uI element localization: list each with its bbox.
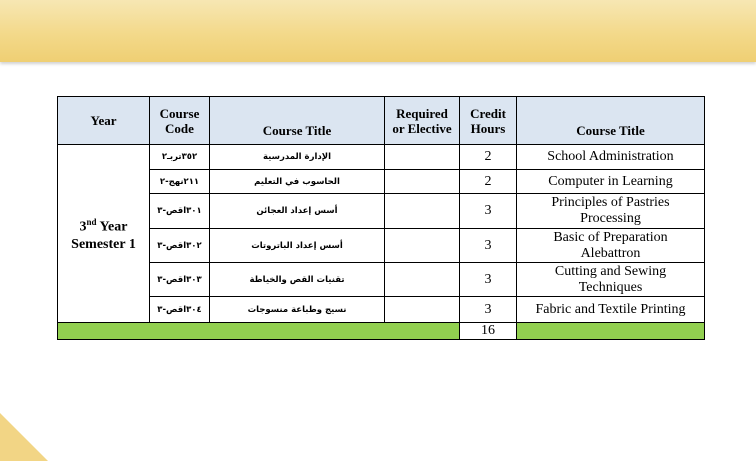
header-required-line1: Required bbox=[396, 105, 448, 121]
table-row bbox=[58, 263, 705, 297]
credit-hours: 3 bbox=[460, 229, 517, 263]
required-elective-cell bbox=[385, 170, 460, 194]
semester-label: Semester 1 bbox=[71, 237, 136, 253]
course-title-ar: أسس إعداد العجائن bbox=[210, 194, 385, 229]
table-row bbox=[58, 170, 705, 194]
course-title-en bbox=[517, 170, 705, 194]
course-title-en bbox=[517, 229, 705, 263]
header-course-title-ar: Course Title bbox=[210, 97, 385, 145]
year-suffix: nd bbox=[86, 216, 97, 227]
table-row bbox=[58, 194, 705, 229]
header-row bbox=[58, 97, 705, 145]
course-code: ٣٠٢اقص-٣ bbox=[150, 229, 210, 263]
course-title-en bbox=[517, 194, 705, 229]
required-elective-cell bbox=[385, 194, 460, 229]
course-title-en-line1: Fabric and Textile Printing bbox=[535, 301, 686, 317]
course-code: ٣٠٤اقص-٣ bbox=[150, 297, 210, 323]
header-required-line2: or Elective bbox=[392, 120, 452, 136]
year-word: Year bbox=[99, 219, 128, 235]
header-year: Year bbox=[58, 97, 150, 145]
credit-hours: 2 bbox=[460, 170, 517, 194]
year-ordinal: 3 bbox=[79, 219, 87, 235]
credit-hours: 3 bbox=[460, 194, 517, 229]
credit-hours: 2 bbox=[460, 145, 517, 170]
course-title-ar: تقنيات القص والخياطة bbox=[210, 263, 385, 297]
header-course-code-line1: Course bbox=[159, 105, 200, 121]
course-title-en-line1: Computer in Learning bbox=[548, 173, 673, 189]
credit-hours: 3 bbox=[460, 263, 517, 297]
header-course-title-en: Course Title bbox=[517, 97, 705, 145]
course-title-ar: الإدارة المدرسية bbox=[210, 145, 385, 170]
course-title-en-line1: Cutting and Sewing bbox=[554, 263, 667, 279]
header-credit-hours bbox=[460, 97, 517, 145]
required-elective-cell bbox=[385, 229, 460, 263]
course-table bbox=[57, 96, 705, 340]
course-title-ar: الحاسوب في التعليم bbox=[210, 170, 385, 194]
table-row bbox=[58, 229, 705, 263]
required-elective-cell bbox=[385, 297, 460, 323]
total-row-filler bbox=[58, 323, 460, 340]
course-code: ٣٥٢تربـ٢ bbox=[150, 145, 210, 170]
course-title-en-line1: School Administration bbox=[547, 149, 674, 164]
course-title-en-line2: Processing bbox=[580, 211, 641, 226]
corner-decoration bbox=[0, 413, 48, 461]
required-elective-cell bbox=[385, 263, 460, 297]
course-code: ٣٠١اقص-٣ bbox=[150, 194, 210, 229]
header-course-code-line2: Code bbox=[165, 120, 194, 136]
course-title-en-line2: Alebattron bbox=[580, 245, 641, 261]
course-title-en-line2: Techniques bbox=[578, 279, 643, 295]
credit-hours: 3 bbox=[460, 297, 517, 323]
required-elective-cell bbox=[385, 145, 460, 170]
total-credit-hours: 16 bbox=[460, 323, 517, 340]
course-title-en bbox=[517, 263, 705, 297]
course-title-en-line1: Principles of Pastries bbox=[551, 195, 670, 210]
year-semester-cell bbox=[58, 145, 150, 323]
course-code: ٢١١نهج-٢ bbox=[150, 170, 210, 194]
top-banner bbox=[0, 0, 756, 62]
course-title-ar: أسس إعداد الباتروتات bbox=[210, 229, 385, 263]
header-credit-line1: Credit bbox=[470, 105, 506, 121]
total-row-end bbox=[517, 323, 705, 340]
course-title-ar: نسيج وطباعة منسوجات bbox=[210, 297, 385, 323]
course-title-en bbox=[517, 297, 705, 323]
course-title-en bbox=[517, 145, 705, 170]
header-required-elective bbox=[385, 97, 460, 145]
header-credit-line2: Hours bbox=[470, 120, 506, 136]
table-row bbox=[58, 145, 705, 170]
table-row bbox=[58, 297, 705, 323]
header-course-code bbox=[150, 97, 210, 145]
course-title-en-line1: Basic of Preparation bbox=[553, 229, 668, 245]
course-code: ٣٠٣اقص-٣ bbox=[150, 263, 210, 297]
total-row bbox=[58, 323, 705, 340]
